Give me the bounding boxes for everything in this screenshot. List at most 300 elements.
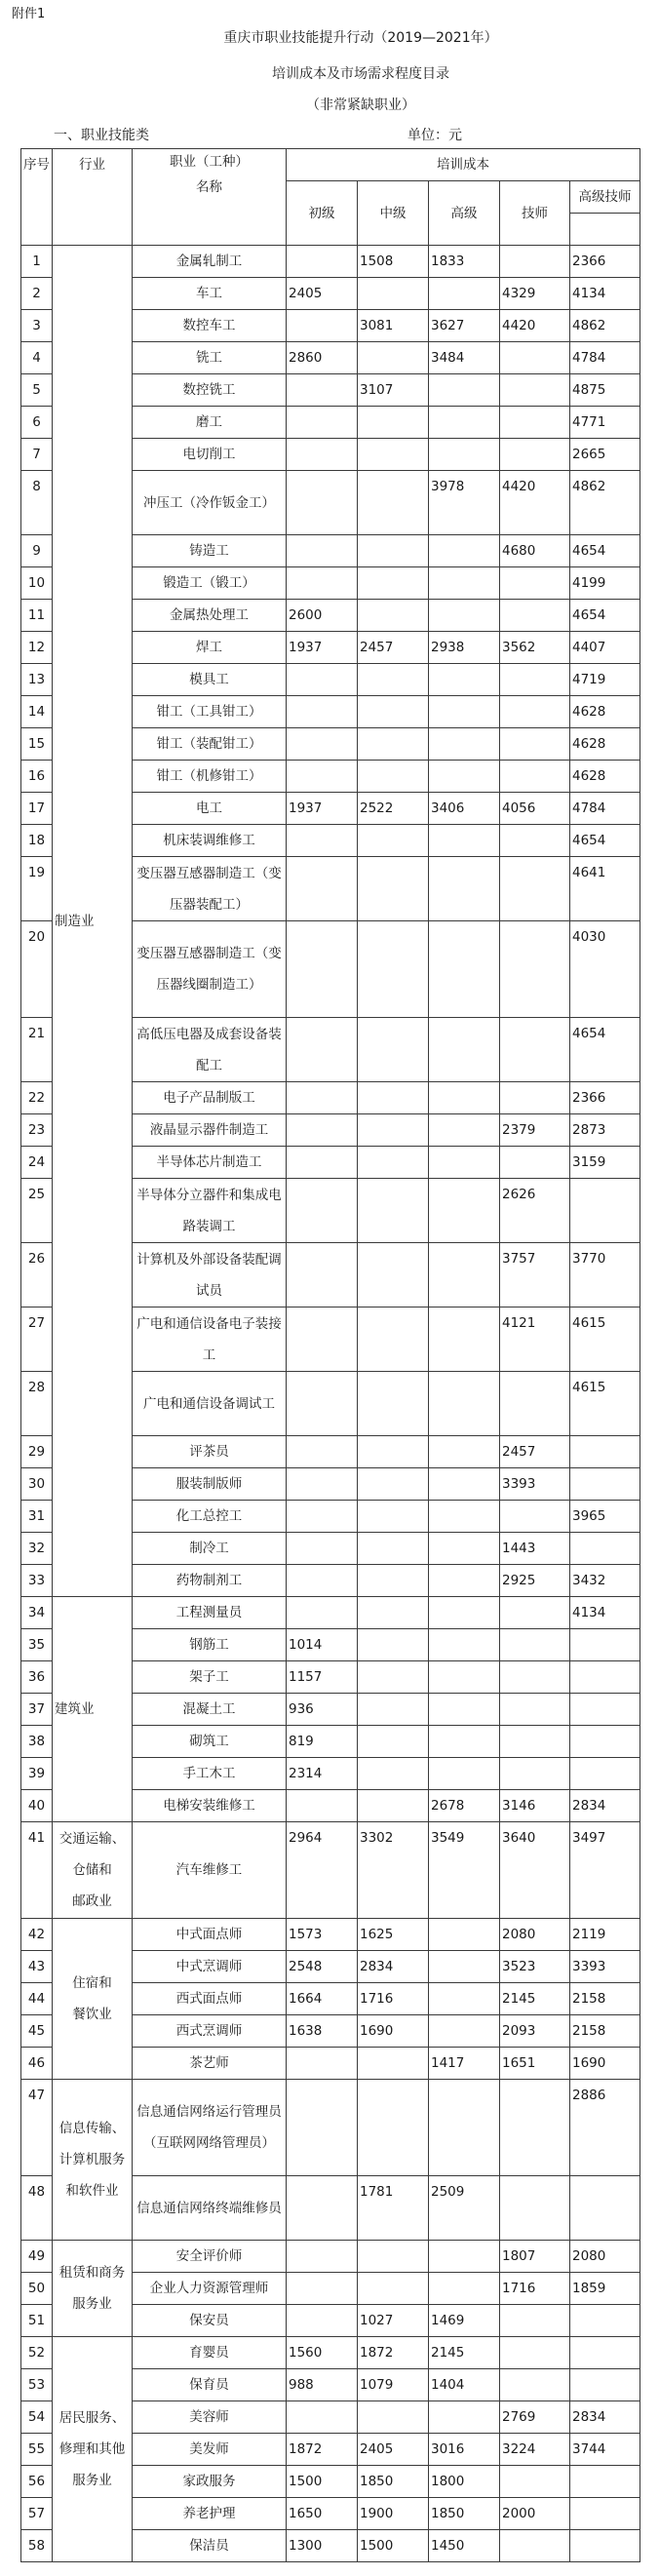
row-cost-level-4 bbox=[500, 761, 570, 793]
row-occupation: 保安员 bbox=[133, 2305, 287, 2337]
row-cost-level-1 bbox=[287, 1501, 358, 1533]
row-seq: 32 bbox=[21, 1533, 53, 1565]
row-cost-level-4 bbox=[500, 374, 570, 407]
row-occupation: 中式面点师 bbox=[133, 1919, 287, 1951]
row-cost-level-5: 3965 bbox=[570, 1501, 640, 1533]
row-seq: 44 bbox=[21, 1983, 53, 2015]
row-cost-level-3 bbox=[429, 1726, 500, 1758]
row-cost-level-2 bbox=[358, 1179, 429, 1243]
row-cost-level-1 bbox=[287, 1243, 358, 1308]
row-cost-level-2 bbox=[358, 535, 429, 567]
row-cost-level-3: 1833 bbox=[429, 246, 500, 278]
row-cost-level-5: 4654 bbox=[570, 535, 640, 567]
row-cost-level-1 bbox=[287, 1436, 358, 1468]
row-cost-level-4 bbox=[500, 1082, 570, 1114]
row-seq: 9 bbox=[21, 535, 53, 567]
row-cost-level-1 bbox=[287, 2305, 358, 2337]
row-occupation: 育婴员 bbox=[133, 2337, 287, 2369]
row-seq: 1 bbox=[21, 246, 53, 278]
header-level-5: 高级技师 bbox=[570, 181, 640, 214]
row-seq: 38 bbox=[21, 1726, 53, 1758]
row-cost-level-2: 1079 bbox=[358, 2369, 429, 2401]
row-cost-level-3 bbox=[429, 1629, 500, 1661]
row-seq: 15 bbox=[21, 728, 53, 761]
row-occupation: 西式烹调师 bbox=[133, 2015, 287, 2048]
row-cost-level-3 bbox=[429, 1468, 500, 1501]
row-cost-level-5: 4134 bbox=[570, 1597, 640, 1629]
row-cost-level-4: 3562 bbox=[500, 632, 570, 664]
header-level-4: 技师 bbox=[500, 181, 570, 246]
row-cost-level-5: 2080 bbox=[570, 2241, 640, 2273]
row-cost-level-3 bbox=[429, 1597, 500, 1629]
row-seq: 40 bbox=[21, 1790, 53, 1822]
row-occupation: 西式面点师 bbox=[133, 1983, 287, 2015]
row-cost-level-5: 4407 bbox=[570, 632, 640, 664]
row-cost-level-2: 2522 bbox=[358, 793, 429, 825]
row-cost-level-1: 2405 bbox=[287, 278, 358, 310]
row-cost-level-2: 1027 bbox=[358, 2305, 429, 2337]
row-cost-level-1 bbox=[287, 857, 358, 921]
row-cost-level-4 bbox=[500, 2466, 570, 2498]
row-cost-level-4: 4329 bbox=[500, 278, 570, 310]
row-cost-level-1 bbox=[287, 761, 358, 793]
row-cost-level-3: 1417 bbox=[429, 2048, 500, 2080]
header-cost: 培训成本 bbox=[287, 149, 640, 181]
row-cost-level-4: 2769 bbox=[500, 2401, 570, 2434]
row-cost-level-4: 2626 bbox=[500, 1179, 570, 1243]
header-level-1: 初级 bbox=[287, 181, 358, 246]
row-cost-level-1: 1014 bbox=[287, 1629, 358, 1661]
row-cost-level-3: 2145 bbox=[429, 2337, 500, 2369]
row-cost-level-5: 4784 bbox=[570, 793, 640, 825]
row-cost-level-4 bbox=[500, 439, 570, 471]
row-cost-level-2: 1625 bbox=[358, 1919, 429, 1951]
row-cost-level-4 bbox=[500, 1018, 570, 1082]
row-occupation: 机床装调维修工 bbox=[133, 825, 287, 857]
row-occupation: 架子工 bbox=[133, 1661, 287, 1694]
row-seq: 49 bbox=[21, 2241, 53, 2273]
row-cost-level-5 bbox=[570, 2305, 640, 2337]
row-cost-level-3 bbox=[429, 1758, 500, 1790]
row-cost-level-1 bbox=[287, 374, 358, 407]
row-cost-level-5 bbox=[570, 1661, 640, 1694]
row-cost-level-3: 1469 bbox=[429, 2305, 500, 2337]
row-cost-level-1 bbox=[287, 2401, 358, 2434]
row-cost-level-3 bbox=[429, 1114, 500, 1147]
row-cost-level-1 bbox=[287, 535, 358, 567]
row-cost-level-2 bbox=[358, 1661, 429, 1694]
row-cost-level-3 bbox=[429, 1565, 500, 1597]
row-seq: 43 bbox=[21, 1951, 53, 1983]
row-cost-level-5: 3159 bbox=[570, 1147, 640, 1179]
row-cost-level-4: 3640 bbox=[500, 1822, 570, 1919]
row-occupation: 信息通信网络运行管理员（互联网网络管理员） bbox=[133, 2080, 287, 2176]
row-cost-level-4: 4056 bbox=[500, 793, 570, 825]
row-cost-level-2 bbox=[358, 471, 429, 535]
row-cost-level-1 bbox=[287, 2241, 358, 2273]
row-cost-level-2 bbox=[358, 1308, 429, 1372]
row-cost-level-4 bbox=[500, 857, 570, 921]
row-cost-level-5: 2119 bbox=[570, 1919, 640, 1951]
row-cost-level-2: 1500 bbox=[358, 2530, 429, 2562]
row-cost-level-2 bbox=[358, 1501, 429, 1533]
row-seq: 47 bbox=[21, 2080, 53, 2176]
row-cost-level-1 bbox=[287, 2273, 358, 2305]
row-cost-level-4 bbox=[500, 2337, 570, 2369]
row-cost-level-4 bbox=[500, 2176, 570, 2241]
row-cost-level-4: 2457 bbox=[500, 1436, 570, 1468]
row-occupation: 安全评价师 bbox=[133, 2241, 287, 2273]
row-cost-level-3 bbox=[429, 1983, 500, 2015]
header-level-2: 中级 bbox=[358, 181, 429, 246]
row-cost-level-2 bbox=[358, 1533, 429, 1565]
row-cost-level-5: 4199 bbox=[570, 567, 640, 600]
row-occupation: 金属轧制工 bbox=[133, 246, 287, 278]
row-occupation: 钢筋工 bbox=[133, 1629, 287, 1661]
row-cost-level-1: 1872 bbox=[287, 2434, 358, 2466]
industry-transport-line: 邮政业 bbox=[72, 1893, 112, 1909]
header-seq: 序号 bbox=[21, 149, 53, 246]
row-cost-level-4 bbox=[500, 728, 570, 761]
row-cost-level-1 bbox=[287, 1114, 358, 1147]
row-cost-level-2 bbox=[358, 825, 429, 857]
row-cost-level-3: 3406 bbox=[429, 793, 500, 825]
row-cost-level-2 bbox=[358, 2080, 429, 2176]
row-cost-level-2 bbox=[358, 1726, 429, 1758]
row-cost-level-3: 1404 bbox=[429, 2369, 500, 2401]
row-seq: 23 bbox=[21, 1114, 53, 1147]
row-cost-level-5: 2834 bbox=[570, 2401, 640, 2434]
row-cost-level-4: 4121 bbox=[500, 1308, 570, 1372]
row-cost-level-3 bbox=[429, 1533, 500, 1565]
row-cost-level-5: 4628 bbox=[570, 761, 640, 793]
row-cost-level-2: 3081 bbox=[358, 310, 429, 342]
row-cost-level-1: 2600 bbox=[287, 600, 358, 632]
row-seq: 45 bbox=[21, 2015, 53, 2048]
row-cost-level-2 bbox=[358, 567, 429, 600]
industry-leasing-line: 服务业 bbox=[72, 2296, 112, 2312]
row-seq: 31 bbox=[21, 1501, 53, 1533]
row-cost-level-1 bbox=[287, 439, 358, 471]
row-seq: 28 bbox=[21, 1372, 53, 1436]
row-occupation: 钳工（装配钳工） bbox=[133, 728, 287, 761]
row-seq: 11 bbox=[21, 600, 53, 632]
row-cost-level-3 bbox=[429, 1919, 500, 1951]
row-cost-level-3 bbox=[429, 1436, 500, 1468]
row-cost-level-2 bbox=[358, 1597, 429, 1629]
row-occupation: 锻造工（锻工） bbox=[133, 567, 287, 600]
industry-hospitality-line: 餐饮业 bbox=[72, 2007, 112, 2022]
row-seq: 46 bbox=[21, 2048, 53, 2080]
row-seq: 24 bbox=[21, 1147, 53, 1179]
row-seq: 25 bbox=[21, 1179, 53, 1243]
row-cost-level-4 bbox=[500, 1629, 570, 1661]
row-cost-level-4: 3393 bbox=[500, 1468, 570, 1501]
row-cost-level-4: 4420 bbox=[500, 471, 570, 535]
row-cost-level-4 bbox=[500, 2080, 570, 2176]
row-cost-level-1 bbox=[287, 246, 358, 278]
row-cost-level-4 bbox=[500, 1372, 570, 1436]
row-occupation: 评茶员 bbox=[133, 1436, 287, 1468]
industry-it-line: 计算机服务 bbox=[58, 2152, 126, 2167]
row-cost-level-1: 2860 bbox=[287, 342, 358, 374]
row-occupation: 汽车维修工 bbox=[133, 1822, 287, 1919]
row-seq: 3 bbox=[21, 310, 53, 342]
row-cost-level-5 bbox=[570, 1533, 640, 1565]
document-subtitle-note: （非常紧缺职业） bbox=[306, 98, 415, 113]
row-seq: 52 bbox=[21, 2337, 53, 2369]
row-cost-level-5: 3497 bbox=[570, 1822, 640, 1919]
row-occupation: 模具工 bbox=[133, 664, 287, 696]
unit-label: 单位：元 bbox=[407, 128, 462, 143]
row-cost-level-2: 1690 bbox=[358, 2015, 429, 2048]
row-occupation: 钳工（机修钳工） bbox=[133, 761, 287, 793]
row-cost-level-4 bbox=[500, 696, 570, 728]
row-cost-level-1: 1300 bbox=[287, 2530, 358, 2562]
header-industry: 行业 bbox=[53, 149, 133, 246]
row-cost-level-3 bbox=[429, 600, 500, 632]
row-occupation: 美容师 bbox=[133, 2401, 287, 2434]
row-cost-level-3: 3627 bbox=[429, 310, 500, 342]
row-cost-level-3: 3549 bbox=[429, 1822, 500, 1919]
row-cost-level-4 bbox=[500, 664, 570, 696]
row-occupation: 电工 bbox=[133, 793, 287, 825]
row-cost-level-2 bbox=[358, 1468, 429, 1501]
row-occupation: 广电和通信设备调试工 bbox=[133, 1372, 287, 1436]
industry-hospitality-line: 住宿和 bbox=[72, 1975, 112, 1991]
row-cost-level-2 bbox=[358, 278, 429, 310]
row-seq: 30 bbox=[21, 1468, 53, 1501]
row-seq: 51 bbox=[21, 2305, 53, 2337]
row-cost-level-1: 936 bbox=[287, 1694, 358, 1726]
row-cost-level-1 bbox=[287, 1790, 358, 1822]
row-cost-level-4: 2925 bbox=[500, 1565, 570, 1597]
row-cost-level-2 bbox=[358, 1243, 429, 1308]
row-cost-level-1: 2964 bbox=[287, 1822, 358, 1919]
row-cost-level-2 bbox=[358, 1147, 429, 1179]
document-title: 重庆市职业技能提升行动（2019—2021年） bbox=[223, 30, 498, 46]
row-cost-level-2: 1900 bbox=[358, 2498, 429, 2530]
row-cost-level-3 bbox=[429, 664, 500, 696]
row-seq: 41 bbox=[21, 1822, 53, 1919]
row-cost-level-4 bbox=[500, 600, 570, 632]
header-occupation-line1: 职业（工种） bbox=[170, 154, 249, 170]
category-heading: 一、职业技能类 bbox=[54, 128, 149, 143]
row-occupation: 铣工 bbox=[133, 342, 287, 374]
row-seq: 4 bbox=[21, 342, 53, 374]
row-cost-level-3 bbox=[429, 2080, 500, 2176]
row-cost-level-5: 4784 bbox=[570, 342, 640, 374]
row-cost-level-5: 4654 bbox=[570, 825, 640, 857]
row-cost-level-1 bbox=[287, 407, 358, 439]
row-cost-level-4 bbox=[500, 1726, 570, 1758]
row-cost-level-5: 4641 bbox=[570, 857, 640, 921]
row-cost-level-5: 4862 bbox=[570, 310, 640, 342]
row-seq: 29 bbox=[21, 1436, 53, 1468]
row-occupation: 工程测量员 bbox=[133, 1597, 287, 1629]
row-seq: 33 bbox=[21, 1565, 53, 1597]
header-level-5-cont bbox=[570, 214, 640, 246]
row-cost-level-3: 2678 bbox=[429, 1790, 500, 1822]
row-seq: 57 bbox=[21, 2498, 53, 2530]
row-cost-level-3 bbox=[429, 761, 500, 793]
row-cost-level-2 bbox=[358, 2048, 429, 2080]
row-cost-level-1 bbox=[287, 1565, 358, 1597]
row-cost-level-5: 4615 bbox=[570, 1308, 640, 1372]
row-cost-level-1 bbox=[287, 728, 358, 761]
row-cost-level-4: 3224 bbox=[500, 2434, 570, 2466]
row-cost-level-3 bbox=[429, 2241, 500, 2273]
row-cost-level-4 bbox=[500, 1661, 570, 1694]
row-seq: 10 bbox=[21, 567, 53, 600]
row-cost-level-2: 2834 bbox=[358, 1951, 429, 1983]
industry-resident-line: 居民服务、 bbox=[58, 2410, 126, 2426]
industry-it-line: 和软件业 bbox=[65, 2183, 119, 2199]
row-seq: 42 bbox=[21, 1919, 53, 1951]
row-seq: 58 bbox=[21, 2530, 53, 2562]
row-seq: 53 bbox=[21, 2369, 53, 2401]
row-cost-level-1 bbox=[287, 1308, 358, 1372]
row-cost-level-3 bbox=[429, 439, 500, 471]
row-occupation: 信息通信网络终端维修员 bbox=[133, 2176, 287, 2241]
row-cost-level-1: 2548 bbox=[287, 1951, 358, 1983]
industry-leasing bbox=[53, 2241, 133, 2337]
table-row bbox=[21, 1822, 640, 1919]
row-cost-level-5: 4875 bbox=[570, 374, 640, 407]
row-occupation: 变压器互感器制造工（变压器装配工） bbox=[133, 857, 287, 921]
row-cost-level-3 bbox=[429, 1951, 500, 1983]
row-cost-level-5: 3770 bbox=[570, 1243, 640, 1308]
row-seq: 37 bbox=[21, 1694, 53, 1726]
row-cost-level-3 bbox=[429, 1147, 500, 1179]
industry-transport bbox=[53, 1822, 133, 1919]
row-cost-level-4: 1716 bbox=[500, 2273, 570, 2305]
row-cost-level-4: 3146 bbox=[500, 1790, 570, 1822]
row-occupation: 冲压工（冷作钣金工） bbox=[133, 471, 287, 535]
row-cost-level-3 bbox=[429, 921, 500, 1018]
row-cost-level-4: 4680 bbox=[500, 535, 570, 567]
row-occupation: 化工总控工 bbox=[133, 1501, 287, 1533]
row-cost-level-5 bbox=[570, 2337, 640, 2369]
row-cost-level-3 bbox=[429, 407, 500, 439]
row-cost-level-2: 1716 bbox=[358, 1983, 429, 2015]
row-occupation: 服装制版师 bbox=[133, 1468, 287, 1501]
row-cost-level-2 bbox=[358, 664, 429, 696]
row-cost-level-1 bbox=[287, 310, 358, 342]
row-cost-level-4: 2000 bbox=[500, 2498, 570, 2530]
row-cost-level-4 bbox=[500, 1147, 570, 1179]
row-cost-level-1 bbox=[287, 567, 358, 600]
row-cost-level-3 bbox=[429, 696, 500, 728]
row-seq: 39 bbox=[21, 1758, 53, 1790]
row-occupation: 美发师 bbox=[133, 2434, 287, 2466]
row-cost-level-5: 4654 bbox=[570, 600, 640, 632]
row-cost-level-3 bbox=[429, 1372, 500, 1436]
row-cost-level-5: 4615 bbox=[570, 1372, 640, 1436]
row-cost-level-2 bbox=[358, 921, 429, 1018]
row-cost-level-5: 4134 bbox=[570, 278, 640, 310]
row-cost-level-4: 2093 bbox=[500, 2015, 570, 2048]
row-cost-level-5: 3744 bbox=[570, 2434, 640, 2466]
row-occupation: 制冷工 bbox=[133, 1533, 287, 1565]
row-cost-level-3: 2509 bbox=[429, 2176, 500, 2241]
row-cost-level-2 bbox=[358, 1790, 429, 1822]
row-cost-level-1 bbox=[287, 1468, 358, 1501]
row-cost-level-5 bbox=[570, 1468, 640, 1501]
row-cost-level-5: 4654 bbox=[570, 1018, 640, 1082]
row-cost-level-3 bbox=[429, 1082, 500, 1114]
row-cost-level-5 bbox=[570, 1726, 640, 1758]
row-cost-level-3 bbox=[429, 1308, 500, 1372]
row-cost-level-1: 819 bbox=[287, 1726, 358, 1758]
row-occupation: 数控铣工 bbox=[133, 374, 287, 407]
row-cost-level-5: 4628 bbox=[570, 728, 640, 761]
row-occupation: 茶艺师 bbox=[133, 2048, 287, 2080]
row-seq: 22 bbox=[21, 1082, 53, 1114]
row-cost-level-4 bbox=[500, 825, 570, 857]
row-cost-level-4: 2379 bbox=[500, 1114, 570, 1147]
row-seq: 14 bbox=[21, 696, 53, 728]
row-cost-level-1 bbox=[287, 1533, 358, 1565]
row-cost-level-4 bbox=[500, 567, 570, 600]
row-seq: 54 bbox=[21, 2401, 53, 2434]
row-cost-level-3 bbox=[429, 825, 500, 857]
row-occupation: 变压器互感器制造工（变压器线圈制造工） bbox=[133, 921, 287, 1018]
row-cost-level-5: 1859 bbox=[570, 2273, 640, 2305]
industry-resident-line: 服务业 bbox=[72, 2473, 112, 2488]
row-cost-level-3 bbox=[429, 535, 500, 567]
row-cost-level-2: 3302 bbox=[358, 1822, 429, 1919]
row-cost-level-1: 1157 bbox=[287, 1661, 358, 1694]
row-cost-level-5: 2886 bbox=[570, 2080, 640, 2176]
row-occupation: 手工木工 bbox=[133, 1758, 287, 1790]
row-cost-level-5: 4719 bbox=[570, 664, 640, 696]
industry-leasing-line: 租赁和商务 bbox=[58, 2265, 126, 2281]
row-cost-level-3 bbox=[429, 278, 500, 310]
row-cost-level-5: 2834 bbox=[570, 1790, 640, 1822]
row-cost-level-1 bbox=[287, 921, 358, 1018]
row-cost-level-5 bbox=[570, 1694, 640, 1726]
row-occupation: 焊工 bbox=[133, 632, 287, 664]
row-cost-level-3 bbox=[429, 728, 500, 761]
row-seq: 6 bbox=[21, 407, 53, 439]
row-cost-level-5 bbox=[570, 2466, 640, 2498]
table-row bbox=[21, 2241, 640, 2273]
row-occupation: 磨工 bbox=[133, 407, 287, 439]
row-occupation: 电梯安装维修工 bbox=[133, 1790, 287, 1822]
row-cost-level-2 bbox=[358, 761, 429, 793]
row-cost-level-4 bbox=[500, 1694, 570, 1726]
row-cost-level-5: 4862 bbox=[570, 471, 640, 535]
row-cost-level-4: 1807 bbox=[500, 2241, 570, 2273]
industry-resident-line: 修理和其他 bbox=[58, 2441, 126, 2457]
row-cost-level-2 bbox=[358, 728, 429, 761]
row-seq: 7 bbox=[21, 439, 53, 471]
row-cost-level-4: 1443 bbox=[500, 1533, 570, 1565]
cost-table bbox=[20, 148, 640, 2562]
row-cost-level-5: 2665 bbox=[570, 439, 640, 471]
row-cost-level-2 bbox=[358, 2241, 429, 2273]
row-cost-level-2: 1850 bbox=[358, 2466, 429, 2498]
row-cost-level-3: 2938 bbox=[429, 632, 500, 664]
row-seq: 56 bbox=[21, 2466, 53, 2498]
row-cost-level-4: 2145 bbox=[500, 1983, 570, 2015]
row-cost-level-2 bbox=[358, 1372, 429, 1436]
row-cost-level-3 bbox=[429, 374, 500, 407]
header-row-1 bbox=[21, 149, 640, 181]
row-occupation: 保育员 bbox=[133, 2369, 287, 2401]
row-cost-level-3 bbox=[429, 1243, 500, 1308]
